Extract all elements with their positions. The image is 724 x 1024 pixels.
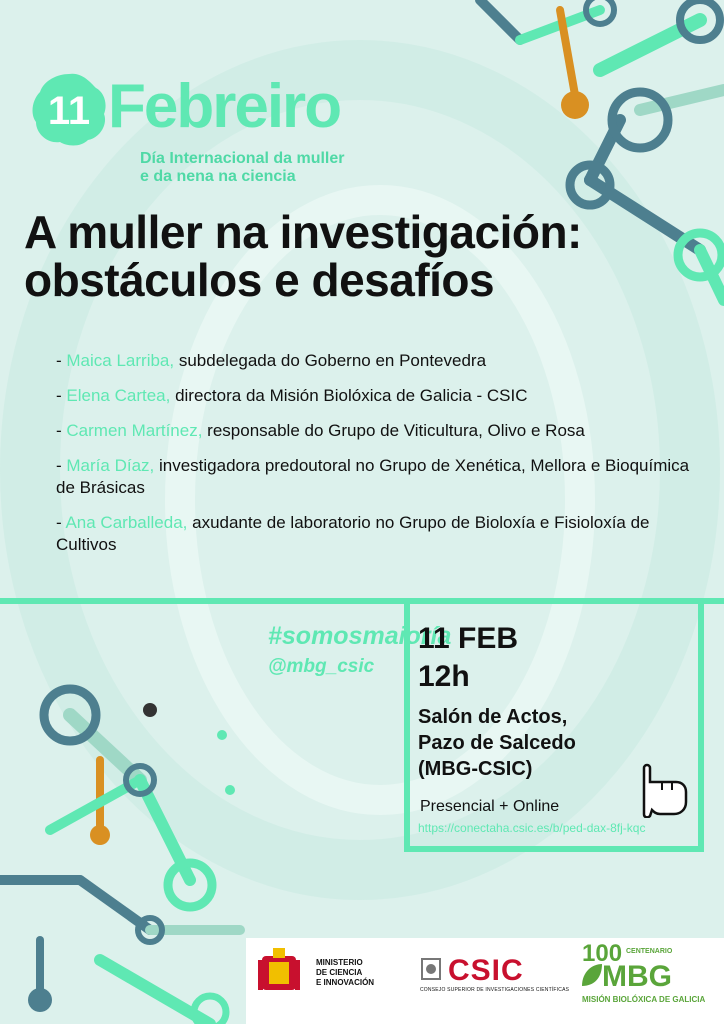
title-line2: obstáculos e desafíos [24, 254, 495, 306]
speaker-role: responsable do Grupo de Viticultura, Olivo e Rosa [207, 421, 585, 440]
logo-subtitle-line2: e da nena na ciencia [140, 168, 296, 185]
logo-subtitle-line1: Día Internacional da muller [140, 150, 345, 167]
csic-logo-text: CSIC [448, 954, 524, 987]
speaker-role: subdelegada do Goberno en Pontevedra [178, 351, 487, 370]
csic-subtitle: CONSEJO SUPERIOR DE INVESTIGACIONES CIENTÍFICAS [420, 987, 570, 993]
hashtag: #somosmaioría [268, 622, 452, 650]
list-item: - Elena Cartea, directora da Misión Biolóxica de Galicia - CSIC [56, 386, 528, 405]
speaker-name: Elena Cartea, [66, 386, 171, 405]
venue-line3: (MBG-CSIC) [418, 758, 533, 780]
logo-number: 11 [47, 89, 91, 133]
speaker-name: Ana Carballeda, [65, 513, 188, 532]
speaker-list [56, 350, 696, 569]
list-item: - Carmen Martínez, responsable do Grupo de Viticultura, Olivo e Rosa [56, 421, 585, 440]
speaker-role: axudante de laboratorio no Grupo de Bioloxía e Fisioloxía de Cultivos [56, 513, 650, 554]
event-title [24, 208, 582, 304]
mbg-subtitle: MISIÓN BIOLÓXICA DE GALICIA [582, 995, 706, 1004]
mbg-centenario: CENTENARIO [626, 948, 673, 955]
mbg-100: 100 [582, 940, 623, 967]
speaker-name: Carmen Martínez, [66, 421, 203, 440]
ministry-name [316, 958, 374, 988]
logo-subtitle [140, 150, 345, 186]
social-handle: @mbg_csic [268, 656, 375, 677]
speaker-role: directora da Misión Biolóxica de Galicia - CSIC [175, 386, 528, 405]
event-time: 12h [418, 660, 470, 693]
logo-word: Febreiro [108, 72, 341, 141]
meeting-link[interactable]: https://conectaha.csic.es/b/ped-dax-8fj-kqc [418, 821, 646, 835]
venue-line2: Pazo de Salcedo [418, 732, 576, 754]
venue-line1: Salón de Actos, [418, 706, 568, 728]
spain-coat-of-arms-icon [258, 946, 300, 998]
list-item: - Ana Carballeda, axudante de laboratorio no Grupo de Bioloxía e Fisioloxía de Cultivos [56, 513, 650, 554]
ministry-line1: MINISTERIO [316, 958, 363, 967]
ministry-line2: DE CIENCIA [316, 968, 363, 977]
speaker-name: María Díaz, [66, 456, 155, 475]
list-item: - María Díaz, investigadora predoutoral no Grupo de Xenética, Mellora e Bioquímica de Brásicas [56, 456, 690, 497]
attendance-mode: Presencial + Online [420, 798, 560, 815]
pointing-hand-icon [636, 760, 692, 818]
csic-emblem-icon [420, 957, 442, 981]
speaker-name: Maica Larriba, [66, 351, 175, 370]
11-splash-logo [30, 70, 108, 148]
speaker-role: investigadora predoutoral no Grupo de Xenética, Mellora e Bioquímica de Brásicas [56, 456, 690, 497]
title-line1: A muller na investigación: [24, 206, 582, 258]
event-date: 11 FEB [418, 622, 519, 655]
ministry-line3: E INNOVACIÓN [316, 978, 375, 987]
list-item: - Maica Larriba, subdelegada do Goberno en Pontevedra [56, 351, 487, 370]
event-venue [418, 704, 576, 782]
mbg-logo-text: MBG [602, 960, 672, 993]
